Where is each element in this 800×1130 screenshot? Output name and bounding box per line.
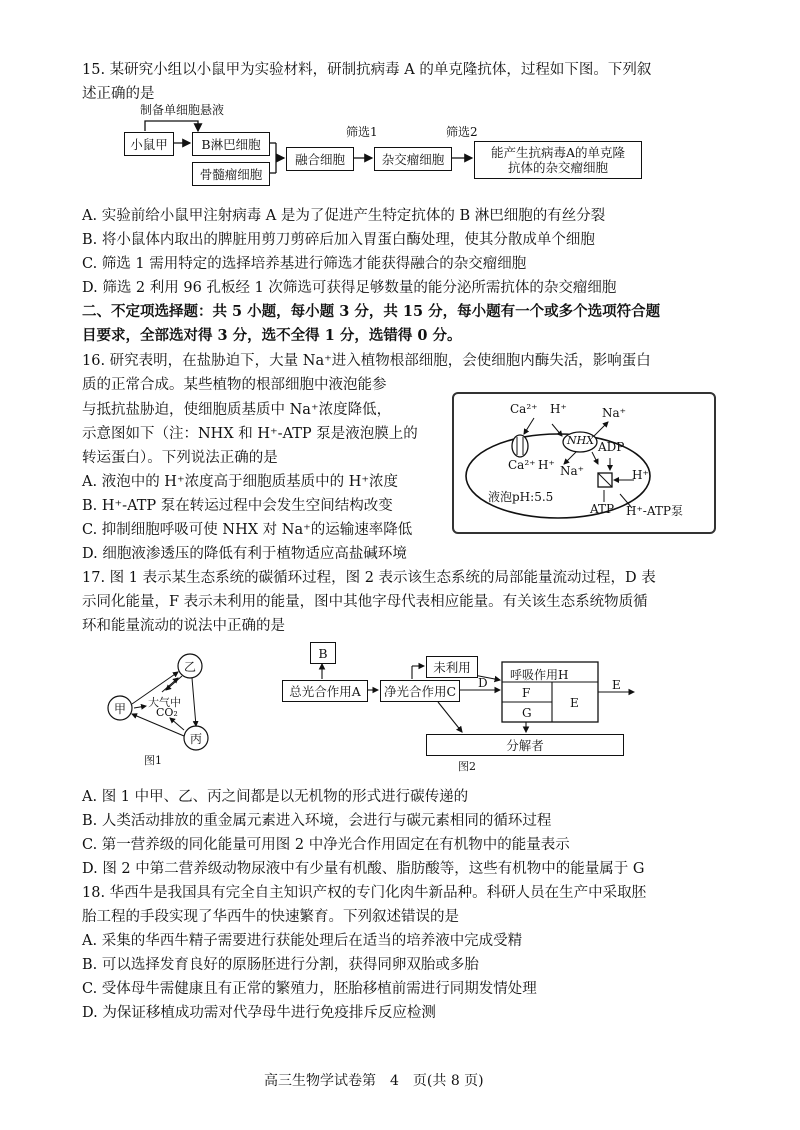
q15-option-a[interactable]: A. 实验前给小鼠甲注射病毒 A 是为了促进产生特定抗体的 B 淋巴细胞的有丝分裂 xyxy=(82,208,606,224)
label-ca-top: Ca²⁺ xyxy=(510,402,538,416)
label-g: G xyxy=(522,706,532,720)
q18-option-d[interactable]: D. 为保证移植成功需对代孕母牛进行免疫排斥反应检测 xyxy=(82,1005,436,1021)
q16-vacuole-figure xyxy=(452,392,716,534)
box-net-photosynthesis: 净光合作用C xyxy=(380,680,460,702)
label-yi: 乙 xyxy=(184,660,197,674)
box-b: B xyxy=(310,642,336,664)
q16-option-a[interactable]: A. 液泡中的 H⁺浓度高于细胞质基质中的 H⁺浓度 xyxy=(82,474,399,490)
box-myeloma: 骨髓瘤细胞 xyxy=(192,162,270,186)
box-final-hybridoma xyxy=(474,141,642,179)
box-mouse: 小鼠甲 xyxy=(124,132,174,156)
q17-figure2 xyxy=(282,640,642,776)
label-vacuole-ph: 液泡pH:5.5 xyxy=(488,490,554,504)
q18-stem-line1: 18. 华西牛是我国具有完全自主知识产权的专门化肉牛新品种。科研人员在生产中采取胚 xyxy=(82,885,647,901)
q16-stem-line4: 示意图如下（注：NHX 和 H⁺-ATP 泵是液泡膜上的 xyxy=(82,426,418,442)
q15-stem-line2: 述正确的是 xyxy=(82,86,155,102)
q18-option-c[interactable]: C. 受体母牛需健康且有正常的繁殖力，胚胎移植前需进行同期发情处理 xyxy=(82,981,537,997)
label-screen1: 筛选1 xyxy=(346,125,378,139)
label-na-top: Na⁺ xyxy=(602,406,626,420)
final-line2: 抗体的杂交瘤细胞 xyxy=(507,160,608,175)
q17-option-b[interactable]: B. 人类活动排放的重金属元素进入环境，会进行与碳元素相同的循环过程 xyxy=(82,813,552,829)
box-hybridoma: 杂交瘤细胞 xyxy=(374,147,452,171)
q17-option-a[interactable]: A. 图 1 中甲、乙、丙之间都是以无机物的形式进行碳传递的 xyxy=(82,789,469,805)
q17-option-c[interactable]: C. 第一营养级的同化能量可用图 2 中净光合作用固定在有机物中的能量表示 xyxy=(82,837,570,853)
label-adp: ADP xyxy=(598,440,625,454)
label-d: D xyxy=(478,676,488,690)
q16-option-d[interactable]: D. 细胞液渗透压的降低有利于植物适应高盐碱环境 xyxy=(82,546,407,562)
q17-stem-line3: 环和能量流动的说法中正确的是 xyxy=(82,618,285,634)
label-pump: H⁺-ATP泵 xyxy=(626,504,683,518)
label-ca-in: Ca²⁺ xyxy=(508,458,536,472)
q18-option-b[interactable]: B. 可以选择发育良好的原肠胚进行分割，获得同卵双胎或多胎 xyxy=(82,957,479,973)
box-b-cell: B淋巴细胞 xyxy=(192,132,270,156)
fig1-caption: 图1 xyxy=(144,754,162,767)
label-prepare-suspension: 制备单细胞悬液 xyxy=(140,103,225,117)
q16-option-c[interactable]: C. 抑制细胞呼吸可使 NHX 对 Na⁺的运输速率降低 xyxy=(82,522,413,538)
label-f: F xyxy=(522,686,531,700)
label-atm-co2-1: 大气中 xyxy=(148,696,181,709)
box-decomposer: 分解者 xyxy=(426,734,624,756)
label-atp: ATP xyxy=(590,502,615,516)
fig2-caption: 图2 xyxy=(458,760,476,773)
q16-stem-line2: 质的正常合成。某些植物的根部细胞中液泡能参 xyxy=(82,377,387,393)
section2-line1: 二、不定项选择题：共 5 小题，每小题 3 分，共 15 分，每小题有一个或多个选项符合题 xyxy=(82,303,661,320)
q15-stem-line1: 15. 某研究小组以小鼠甲为实验材料，研制抗病毒 A 的单克隆抗体，过程如下图。下列叙 xyxy=(82,62,652,78)
label-h-top: H⁺ xyxy=(550,402,567,416)
q17-option-d[interactable]: D. 图 2 中第二营养级动物尿液中有少量有机酸、脂肪酸等，这些有机物中的能量属于 G xyxy=(82,861,645,877)
label-na-in: Na⁺ xyxy=(560,464,584,478)
label-respiration: 呼吸作用H xyxy=(510,668,569,682)
q17-figure1 xyxy=(100,646,230,770)
q17-stem-line2: 示同化能量，F 表示未利用的能量，图中其他字母代表相应能量。有关该生态系统物质循 xyxy=(82,594,648,610)
label-nhx: NHX xyxy=(567,434,595,447)
q16-stem-line3: 与抵抗盐胁迫，使细胞质基质中 Na⁺浓度降低， xyxy=(82,402,392,418)
final-line1: 能产生抗病毒A的单克隆 xyxy=(490,145,626,160)
q17-stem-line1: 17. 图 1 表示某生态系统的碳循环过程，图 2 表示该生态系统的局部能量流动过程，D 表 xyxy=(82,570,656,586)
q15-option-d[interactable]: D. 筛选 2 利用 96 孔板经 1 次筛选可获得足够数量的能分泌所需抗体的杂交瘤细胞 xyxy=(82,280,617,296)
label-bing: 丙 xyxy=(190,732,203,746)
box-total-photosynthesis: 总光合作用A xyxy=(282,680,368,702)
section2-line2: 目要求，全部选对得 3 分，选不全得 1 分，选错得 0 分。 xyxy=(82,327,462,344)
label-e-box: E xyxy=(570,696,579,710)
q16-stem-line1: 16. 研究表明，在盐胁迫下，大量 Na⁺进入植物根部细胞，会使细胞内酶失活，影响蛋白 xyxy=(82,353,651,369)
q15-option-b[interactable]: B. 将小鼠体内取出的脾脏用剪刀剪碎后加入胃蛋白酶处理，使其分散成单个细胞 xyxy=(82,232,595,248)
box-unused: 未利用 xyxy=(426,656,478,678)
page-footer: 高三生物学试卷第 4 页(共 8 页) xyxy=(264,1073,484,1089)
q18-stem-line2: 胎工程的手段实现了华西牛的快速繁育。下列叙述错误的是 xyxy=(82,909,459,925)
q15-option-c[interactable]: C. 筛选 1 需用特定的选择培养基进行筛选才能获得融合的杂交瘤细胞 xyxy=(82,256,527,272)
label-h-in: H⁺ xyxy=(538,458,555,472)
label-h-right: H⁺ xyxy=(632,468,649,482)
q16-stem-line5: 转运蛋白）。下列说法正确的是 xyxy=(82,450,278,466)
q18-option-a[interactable]: A. 采集的华西牛精子需要进行获能处理后在适当的培养液中完成受精 xyxy=(82,933,523,949)
label-jia: 甲 xyxy=(114,702,127,716)
label-e-arrow: E xyxy=(612,678,621,692)
q16-option-b[interactable]: B. H⁺-ATP 泵在转运过程中会发生空间结构改变 xyxy=(82,498,393,514)
label-screen2: 筛选2 xyxy=(446,125,478,139)
ca-channel xyxy=(512,435,528,457)
q15-diagram xyxy=(120,103,720,193)
label-atm-co2-2: CO₂ xyxy=(156,706,178,719)
box-fusion-cell: 融合细胞 xyxy=(286,147,354,171)
